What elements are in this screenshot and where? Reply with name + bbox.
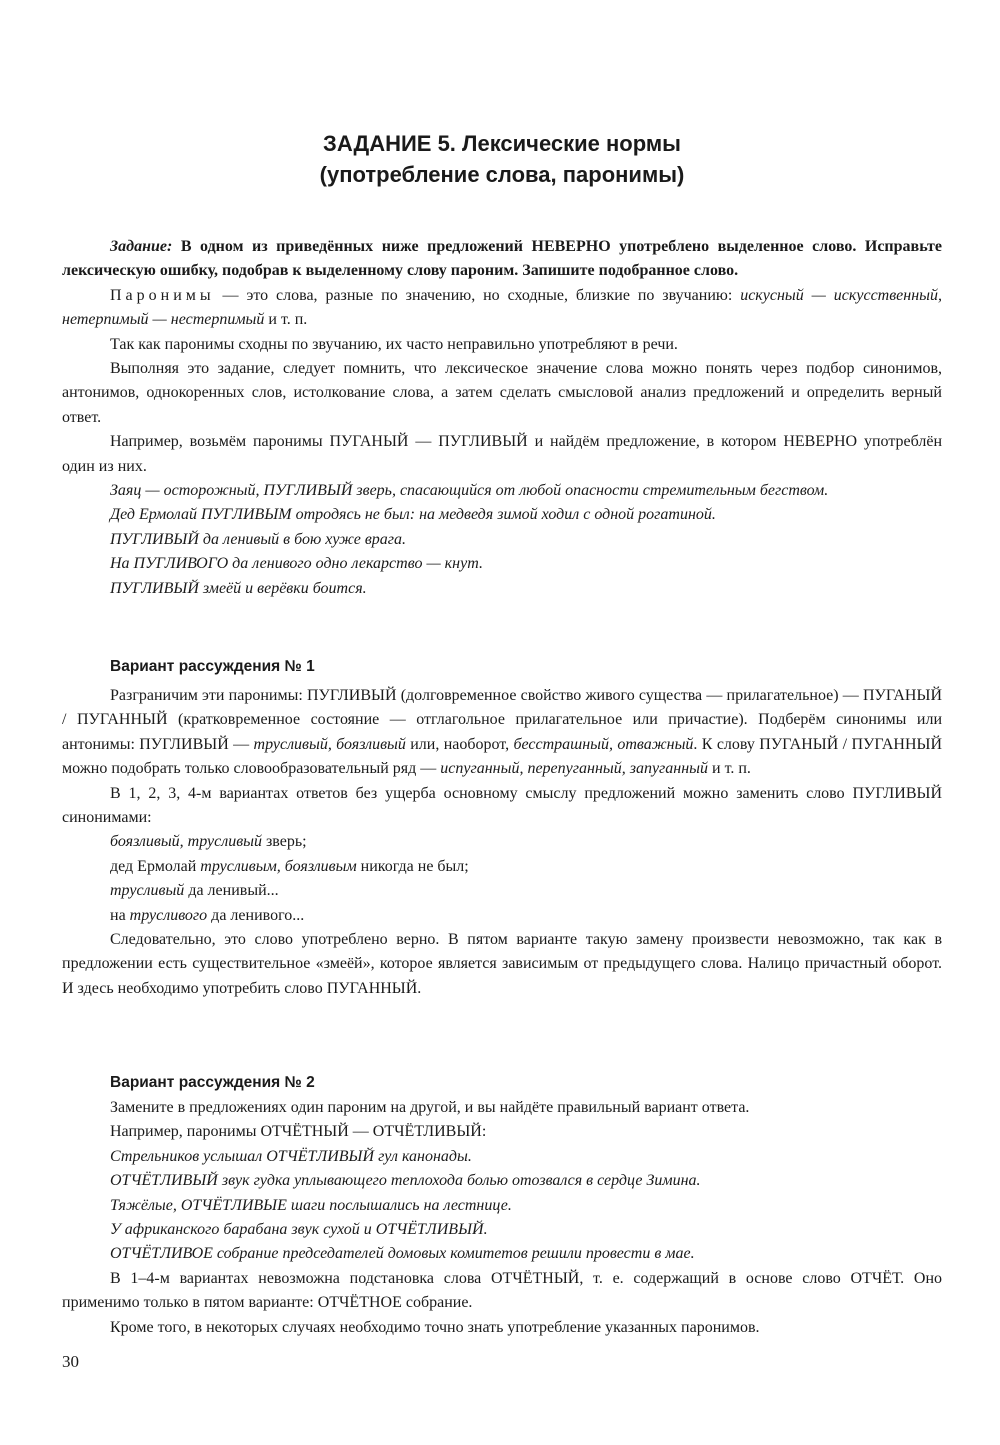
task-text: В одном из приведённых ниже предложений НЕВЕРНО употреблено выделенное слово. Исправьте лексическую ошибку, подобрав к выделенному слову пароним. Запишите подобранное слово. [62, 238, 942, 280]
variant-1-paragraph-3: Следовательно, это слово употреблено верно. В пятом варианте такую замену произвести невозможно, так как в предложении есть существительное «змеёй», которое является зависимым от предыдущего слова. Налицо причастный оборот. И здесь необходимо употребить слово ПУГАННЫЙ. [62, 931, 942, 997]
task-block [62, 235, 942, 601]
substitution-start: на [110, 906, 130, 924]
example-sentence [62, 528, 942, 552]
example-text: У африканского барабана звук сухой и ОТЧЁТЛИВЫЙ. [110, 1221, 488, 1239]
example-sentence [62, 1218, 942, 1242]
variant-1-paragraph-2: В 1, 2, 3, 4-м вариантах ответов без ущерба основному смыслу предложений можно заменить слово ПУГЛИВЫЙ синонимами: [62, 784, 942, 827]
v1-text-b: или, наоборот, [405, 735, 514, 753]
v1-text-d: и т. п. [708, 760, 751, 778]
substitution-rest: да ленивый... [184, 882, 279, 900]
example-sentence [62, 1194, 942, 1218]
substitution-italic: трусливым, боязливым [200, 857, 357, 875]
definition-paragraph [62, 284, 942, 333]
example-text: Дед Ермолай ПУГЛИВЫМ отродясь не был: на медведя зимой ходил с одной рогатиной. [110, 506, 716, 524]
task-paragraph [62, 235, 942, 284]
title-line-2: (употребление слова, паронимы) [319, 162, 685, 187]
definition-term: Паронимы [110, 286, 215, 304]
title-line-1: ЗАДАНИЕ 5. Лексические нормы [323, 131, 681, 156]
v1-derivatives: испуганный, перепуганный, запуганный [440, 760, 709, 778]
task-label: Задание: [110, 238, 173, 255]
variant-1-block [62, 684, 942, 1001]
example-sentence [62, 1242, 942, 1266]
variant-2-paragraph-1: Замените в предложениях один пароним на другой, и вы найдёте правильный вариант ответа. [110, 1099, 750, 1116]
page-number: 30 [62, 1352, 79, 1371]
intro-paragraph-2: Так как паронимы сходны по звучанию, их часто неправильно употребляют в речи. [110, 335, 678, 353]
substitution-italic: боязливый, трусливый [110, 833, 262, 851]
example-sentence [62, 479, 942, 503]
substitution-line [62, 879, 942, 903]
substitution-line [62, 904, 942, 928]
example-text: ПУГЛИВЫЙ да ленивый в бою хуже врага. [110, 530, 406, 548]
definition-end: и т. п. [264, 311, 308, 329]
page-title [62, 128, 942, 190]
substitution-line [62, 855, 942, 879]
substitution-italic: трусливый [110, 882, 185, 900]
example-text: Заяц — осторожный, ПУГЛИВЫЙ зверь, спасающийся от любой опасности стремительным бегством. [110, 482, 829, 500]
example-text: На ПУГЛИВОГО да ленивого одно лекарство — кнут. [110, 555, 483, 573]
substitution-rest: никогда не был; [356, 857, 469, 875]
substitution-rest: зверь; [261, 833, 307, 851]
intro-paragraph-3: Выполняя это задание, следует помнить, что лексическое значение слова можно понять через подбор синонимов, антонимов, однокоренных слов, истолкование слова, а затем сделать смысловой анализ предложений и определить верный ответ. [62, 360, 942, 426]
variant-2-paragraph-2: Например, паронимы ОТЧЁТНЫЙ — ОТЧЁТЛИВЫЙ: [110, 1123, 487, 1141]
substitution-line [62, 830, 942, 854]
example-text: Стрельников услышал ОТЧЁТЛИВЫЙ гул канонады. [110, 1147, 472, 1165]
variant-2-paragraph-4: Кроме того, в некоторых случаях необходимо точно знать употребление указанных паронимов. [110, 1318, 760, 1336]
example-sentence [62, 1169, 942, 1193]
substitution-rest: да ленивого... [207, 906, 305, 924]
example-sentence [62, 503, 942, 527]
variant-2-block [62, 1096, 942, 1340]
example-sentence [62, 552, 942, 576]
v1-text-a: Разграничим эти паронимы: ПУГЛИВЫЙ (долговременное свойство живого существа — прилагательное) — ПУГАНЫЙ / ПУГАННЫЙ (кратковременное состояние — отглагольное прилагательное или причастие). Подберём синонимы или антонимы: ПУГЛИВЫЙ — [62, 687, 942, 753]
intro-paragraph-4: Например, возьмём паронимы ПУГАНЫЙ — ПУГЛИВЫЙ и найдём предложение, в котором НЕВЕРНО употреблён один из них. [62, 433, 942, 475]
v1-text-c: . К слову ПУГАНЫЙ / ПУГАННЫЙ можно подобрать только словообразовательный ряд — [62, 735, 943, 778]
variant-1-heading: Вариант рассуждения № 1 [110, 658, 315, 675]
substitution-italic: трусливого [129, 906, 208, 924]
example-text: ОТЧЁТЛИВОЕ собрание председателей домовых комитетов решили провести в мае. [110, 1245, 695, 1263]
variant-2-paragraph-3: В 1–4-м вариантах невозможна подстановка слова ОТЧЁТНЫЙ, т. е. содержащий в основе слово ОТЧЁТ. Оно применимо только в пятом варианте: ОТЧЁТНОЕ собрание. [62, 1269, 942, 1312]
variant-2-heading: Вариант рассуждения № 2 [110, 1074, 315, 1091]
example-text: Тяжёлые, ОТЧЁТЛИВЫЕ шаги послышались на лестнице. [110, 1196, 512, 1214]
v1-antonyms: бесстрашный, отважный [513, 735, 694, 753]
example-sentence [62, 577, 942, 601]
definition-text: — это слова, разные по значению, но сходные, близкие по звучанию: [214, 286, 741, 304]
substitution-start: дед Ермолай [110, 857, 201, 875]
v1-synonyms: трусливый, боязливый [253, 735, 406, 753]
example-sentence [62, 1145, 942, 1169]
variant-1-paragraph-1 [62, 684, 942, 782]
definition-examples: искусный — искусственный, нетерпимый — нестерпимый [62, 286, 942, 329]
example-text: ОТЧЁТЛИВЫЙ звук гудка уплывающего теплохода болью отозвался в сердце Зимина. [110, 1172, 701, 1190]
example-text: ПУГЛИВЫЙ змеёй и верёвки боится. [110, 579, 367, 597]
